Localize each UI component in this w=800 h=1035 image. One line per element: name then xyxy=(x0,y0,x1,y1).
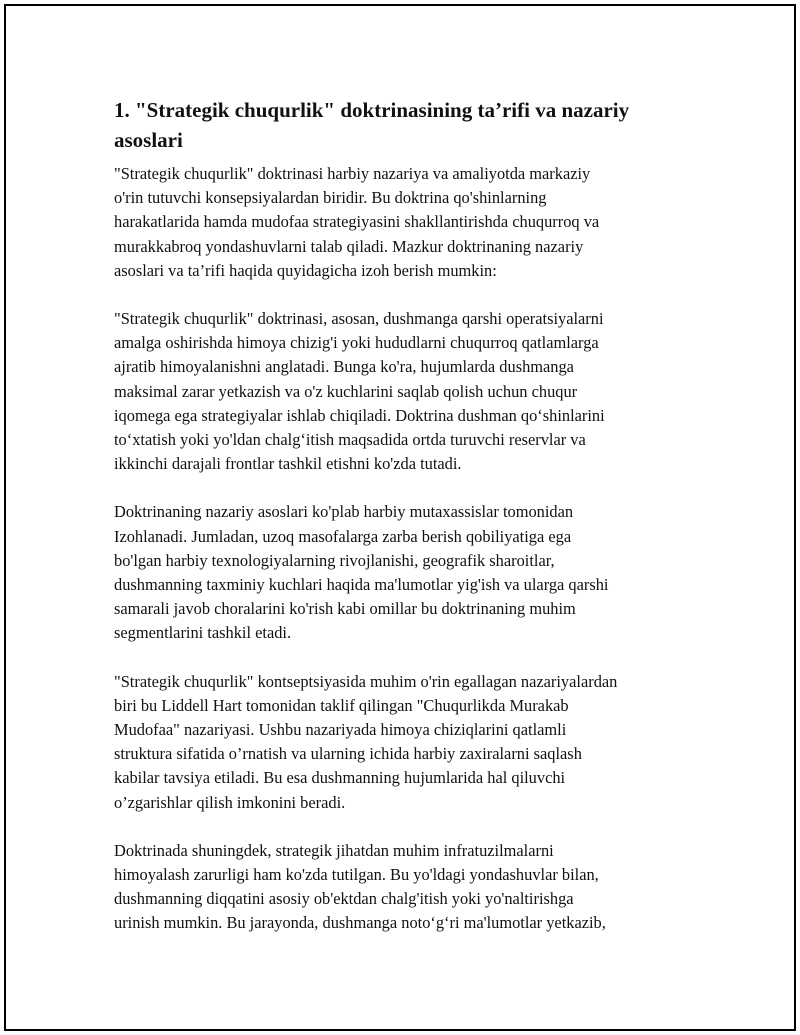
text-line: o'rin tutuvchi konsepsiyalardan biridir. Bu doktrina qo'shinlarning xyxy=(114,188,547,208)
text-line: ajratib himoyalanishni anglatadi. Bunga ko'ra, hujumlarda dushmanga xyxy=(114,357,574,377)
text-line: iqomega ega strategiyalar ishlab chiqiladi. Doktrina dushman qo‘shinlarini xyxy=(114,405,605,425)
text-line: maksimal zarar yetkazish va o'z kuchlarini saqlab qolish uchun chuqur xyxy=(114,381,578,401)
paragraph-theoretical-basis xyxy=(114,500,686,645)
text-line: o’zgarishlar qilish imkonini beradi. xyxy=(114,792,346,812)
section-heading xyxy=(114,95,686,155)
text-line: struktura sifatida o’rnatish va ularning ichida harbiy zaxiralarni saqlash xyxy=(114,744,582,764)
text-line: Doktrinada shuningdek, strategik jihatdan muhim infratuzilmalarni xyxy=(114,840,554,860)
paragraph-liddell-hart xyxy=(114,670,686,815)
text-line: urinish mumkin. Bu jarayonda, dushmanga noto‘g‘ri ma'lumotlar yetkazib, xyxy=(114,913,606,933)
text-line: kabilar tavsiya etiladi. Bu esa dushmanning hujumlarida hal qiluvchi xyxy=(114,768,566,788)
paragraph-definition xyxy=(114,162,686,283)
text-line: harakatlarida hamda mudofaa strategiyasini shakllantirishda chuqurroq va xyxy=(114,212,600,232)
text-line: murakkabroq yondashuvlarni talab qiladi. Mazkur doktrinaning nazariy xyxy=(114,236,584,256)
text-line: dushmanning diqqatini asosiy ob'ektdan chalg'itish yoki yo'naltirishga xyxy=(114,889,574,909)
text-line: samarali javob choralarini ko'rish kabi omillar bu doktrinaning muhim xyxy=(114,599,576,619)
text-line: "Strategik chuqurlik" doktrinasi harbiy nazariya va amaliyotda markaziy xyxy=(114,164,591,183)
heading-line: 1. "Strategik chuqurlik" doktrinasining ta’rifi va nazariy xyxy=(114,98,630,122)
heading-line: asoslari xyxy=(114,128,183,152)
text-line: "Strategik chuqurlik" doktrinasi, asosan, dushmanga qarshi operatsiyalarni xyxy=(114,309,604,329)
text-line: dushmanning taxminiy kuchlari haqida ma'lumotlar yig'ish va ularga qarshi xyxy=(114,575,609,595)
text-line: bo'lgan harbiy texnologiyalarning rivojlanishi, geografik sharoitlar, xyxy=(114,550,555,570)
text-line: asoslari va ta’rifi haqida quyidagicha izoh berish mumkin: xyxy=(114,260,497,280)
text-line: "Strategik chuqurlik" kontseptsiyasida muhim o'rin egallagan nazariyalardan xyxy=(114,671,618,691)
document-body xyxy=(114,95,686,960)
text-line: biri bu Liddell Hart tomonidan taklif qilingan "Chuqurlikda Murakab xyxy=(114,695,569,715)
text-line: Doktrinaning nazariy asoslari ko'plab harbiy mutaxassislar tomonidan xyxy=(114,502,574,522)
text-line: Mudofaa" nazariyasi. Ushbu nazariyada himoya chiziqlarini qatlamli xyxy=(114,720,567,740)
text-line: segmentlarini tashkil etadi. xyxy=(114,623,292,643)
paragraph-doctrine-essence xyxy=(114,307,686,476)
text-line: ikkinchi darajali frontlar tashkil etishni ko'zda tutadi. xyxy=(114,454,462,474)
paragraph-infrastructure xyxy=(114,839,686,936)
text-line: amalga oshirishda himoya chizig'i yoki hududlarni chuqurroq qatlamlarga xyxy=(114,333,599,353)
text-line: Izohlanadi. Jumladan, uzoq masofalarga zarba berish qobiliyatiga ega xyxy=(114,526,572,546)
text-line: to‘xtatish yoki yo'ldan chalg‘itish maqsadida ortda turuvchi reservlar va xyxy=(114,430,586,450)
text-line: himoyalash zarurligi ham ko'zda tutilgan. Bu yo'ldagi yondashuvlar bilan, xyxy=(114,865,599,885)
